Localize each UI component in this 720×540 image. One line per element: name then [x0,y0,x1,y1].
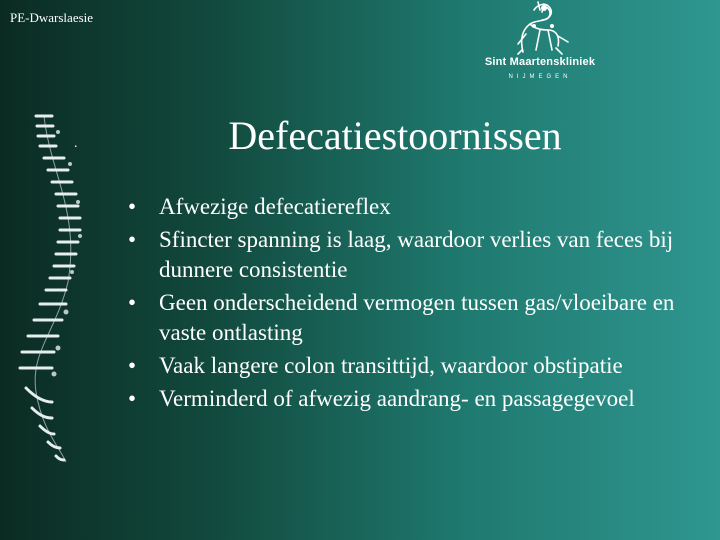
bullet-text: Afwezige defecatiereflex [159,194,391,219]
bullet-icon: • [128,194,137,219]
slide-title: Defecatiestoornissen [228,113,562,158]
bullet-icon: • [128,227,137,252]
list-item [128,225,703,285]
list-item [128,288,703,348]
decoration-dot: . [74,136,78,151]
logo-name: Sint Maartenskliniek [484,56,596,68]
logo-subtext: NIJMEGEN [508,74,572,80]
bullet-icon: • [128,290,137,315]
bullet-list [128,192,703,417]
bullet-icon: • [128,353,137,378]
list-item [128,192,703,222]
bullet-text: Vaak langere colon transittijd, waardoor obstipatie [159,353,623,378]
list-item [128,384,703,414]
bullet-text: Verminderd of afwezig aandrang- en passagegevoel [159,386,635,411]
list-item [128,351,703,381]
bullet-icon: • [128,386,137,411]
bullet-text: Sfincter spanning is laag, waardoor verlies van feces bij dunnere consistentie [159,227,674,282]
header-text: PE-Dwarslaesie [10,10,94,25]
bullet-text: Geen onderscheidend vermogen tussen gas/vloeibare en vaste ontlasting [159,290,675,345]
spine-icon [10,112,90,464]
